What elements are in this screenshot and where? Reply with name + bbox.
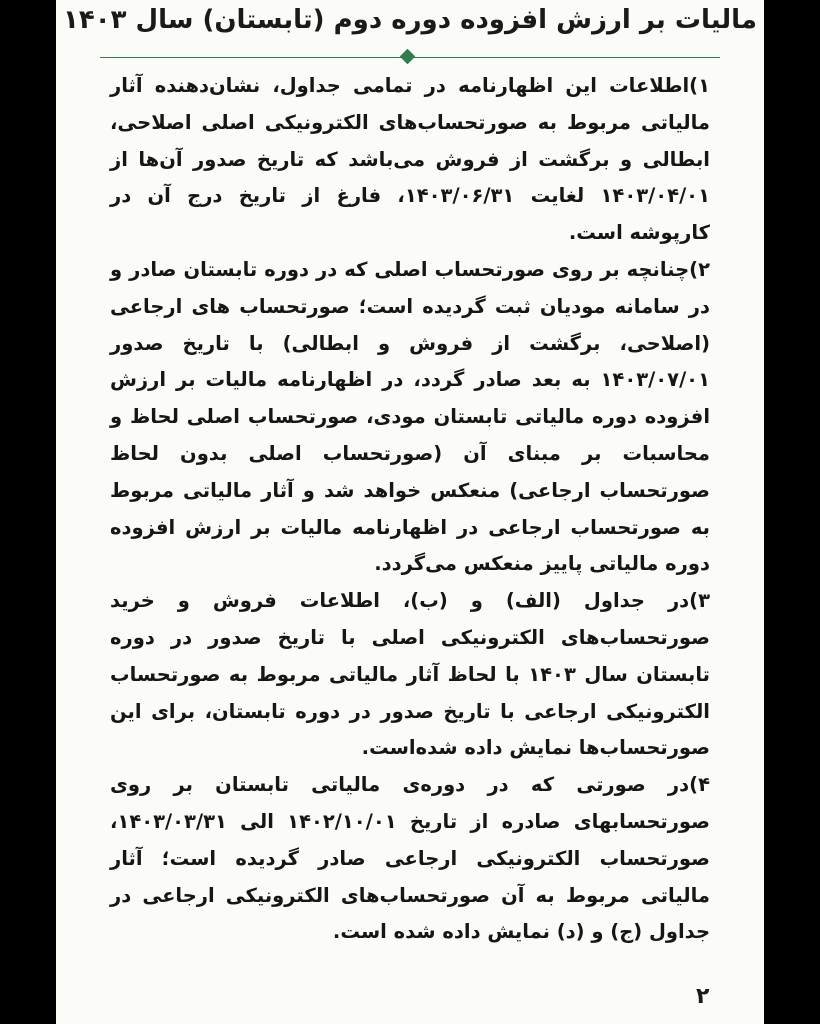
document-page	[56, 0, 764, 1024]
paragraph-text: در صورتی که در دوره‌ی مالیاتی تابستان بر روی صورتحسابهای صادره از تاریخ ۱۴۰۲/۱۰/۰۱ الی ۱۴۰۳/۰۳/۳۱، صورتحساب الکترونیکی ارجاعی صادر گردیده است؛ آثار مالیاتی مربوط به آن صورتحساب‌های الکترونیکی ارجاعی در جداول (ج) و (د) نمایش داده شده است.	[110, 773, 711, 944]
paragraph-number: ۴)	[689, 773, 710, 797]
paragraph-number: ۳)	[689, 589, 710, 613]
paragraph-number: ۲)	[689, 257, 710, 281]
page-number: ۲	[696, 984, 710, 1009]
paragraph-text: در جداول (الف) و (ب)، اطلاعات فروش و خرید صورتحساب‌های الکترونیکی اصلی با تاریخ صدور در دوره تابستان سال ۱۴۰۳ با لحاظ آثار مالیاتی مربوط به صورتحساب الکترونیکی ارجاعی با تاریخ صدور در دوره تابستان، برای این صورتحساب‌ها نمایش داده شده‌است.	[110, 589, 710, 760]
paragraph-2	[110, 252, 710, 583]
paragraph-text: اطلاعات این اظهارنامه در تمامی جداول، نشان‌دهنده آثار مالیاتی مربوط به صورتحساب‌های الکترونیکی اصلی اصلاحی، ابطالی و برگشت از فروش می‌باشد که تاریخ صدور آن‌ها از ۱۴۰۳/۰۴/۰۱ لغایت ۱۴۰۳/۰۶/۳۱، فارغ از تاریخ درج آن در کارپوشه است.	[110, 74, 710, 245]
paragraph-number: ۱)	[689, 74, 710, 97]
paragraph-3	[110, 583, 710, 767]
paragraph-1	[110, 68, 710, 252]
page-title: مالیات بر ارزش افزوده دوره دوم (تابستان) سال ۱۴۰۳	[63, 5, 757, 35]
paragraph-text: چنانچه بر روی صورتحساب اصلی که در دوره تابستان صادر و در سامانه مودیان ثبت گردیده است؛ صورتحساب های ارجاعی (اصلاحی، برگشت از فروش و ابطالی) با تاریخ صدور ۱۴۰۳/۰۷/۰۱ به بعد صادر گردد، در اظهارنامه مالیات بر ارزش افزوده دوره مالیاتی تابستان مودی، صورتحساب اصلی لحاظ و محاسبات بر مبنای آن (صورتحساب اصلی بدون لحاظ صورتحساب ارجاعی) منعکس خواهد شد و آثار مالیاتی مربوط به صورتحساب ارجاعی در اظهارنامه مالیات بر ارزش افزوده دوره مالیاتی پاییز منعکس می‌گردد.	[110, 257, 710, 576]
paragraph-4	[110, 767, 710, 951]
document-body	[110, 68, 710, 951]
divider-diamond-ornament	[400, 49, 416, 65]
